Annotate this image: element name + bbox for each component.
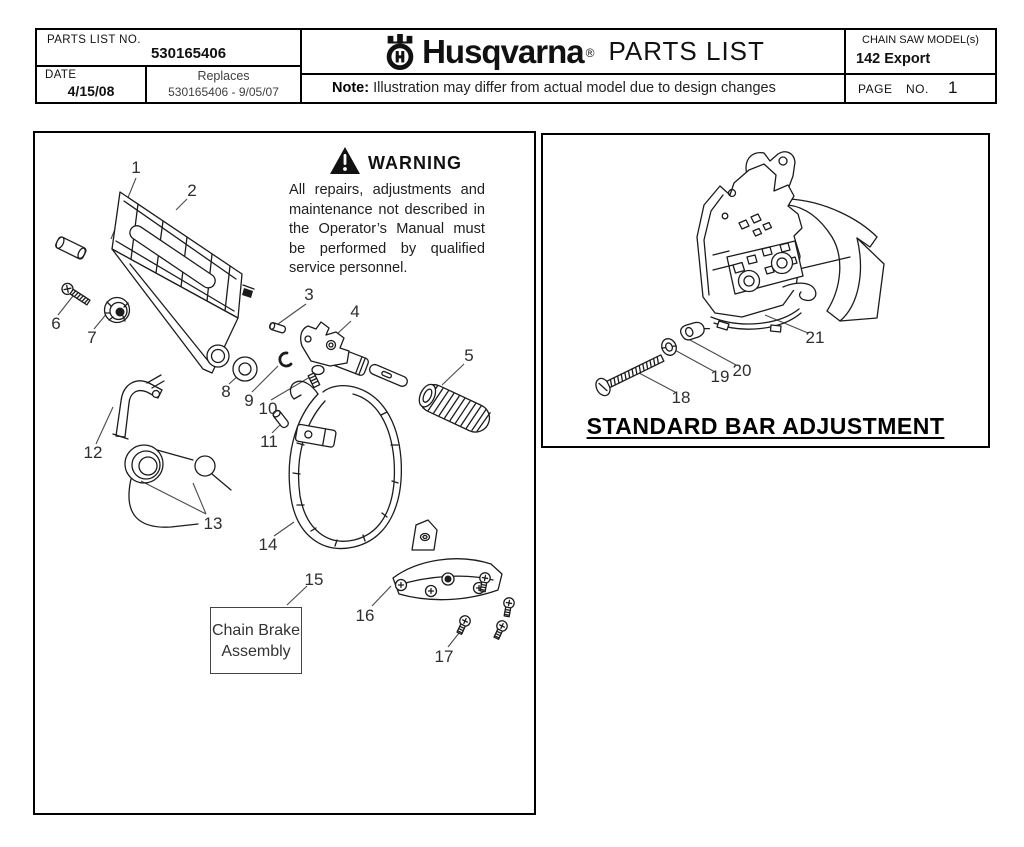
callout-5: 5 [464, 346, 474, 365]
callout-9: 9 [244, 391, 254, 410]
page-label: PAGE [858, 82, 893, 96]
registered-mark: ® [585, 45, 595, 60]
header-left-cell [37, 30, 302, 102]
callout-16: 16 [355, 606, 375, 625]
chain-brake-assembly-label-box: Chain Brake Assembly [210, 607, 302, 674]
callout-15: 15 [304, 570, 324, 589]
callout-2: 2 [187, 181, 197, 200]
warning-text: All repairs, adjustments and maintenance not described in the Operator’s Manual must be performed by qualified service personnel. [289, 182, 485, 277]
callout-19: 19 [710, 367, 730, 386]
note-text [332, 80, 776, 96]
part-5-spring [415, 380, 494, 437]
note-body: Illustration may differ from actual model due to design changes [373, 80, 776, 96]
standard-bar-adjustment-title: STANDARD BAR ADJUSTMENT [586, 413, 945, 439]
header-center-cell [302, 30, 846, 102]
part-9-e-clip [280, 353, 291, 366]
chain-brake-diagram-panel [33, 131, 536, 815]
husqvarna-crown-logo-icon [381, 33, 419, 71]
page-number: 1 [948, 78, 958, 97]
part-6-screw [60, 281, 92, 307]
date-value: 4/15/08 [67, 83, 115, 99]
date-label: DATE [45, 69, 77, 81]
callout-10: 10 [258, 399, 278, 418]
date-replaces-row [37, 67, 300, 102]
model-label: CHAIN SAW MODEL(s) [862, 34, 979, 46]
model-cell [846, 30, 995, 75]
callout-6: 6 [51, 314, 61, 333]
callout-13: 13 [203, 514, 223, 533]
callout-20: 20 [732, 361, 752, 380]
standard-bar-adjustment-panel [541, 133, 990, 448]
warning-title: WARNING [368, 153, 462, 173]
page-cell [846, 75, 995, 102]
part-19-washer [659, 336, 679, 357]
callout-4: 4 [350, 302, 360, 321]
callout-7: 7 [87, 328, 97, 347]
part-14-brake-band [289, 381, 401, 548]
callout-18: 18 [671, 388, 691, 407]
brand-row [302, 30, 844, 75]
replaces-label: Replaces [197, 69, 250, 83]
part-2-hand-guard [112, 192, 254, 373]
callout-8: 8 [221, 382, 231, 401]
note-label: Note: [332, 80, 370, 96]
replaces-value: 530165406 - 9/05/07 [168, 85, 279, 99]
warning-heading [330, 147, 489, 174]
date-cell [37, 67, 147, 102]
part-12-bracket [113, 375, 164, 439]
header-right-cell [846, 30, 995, 102]
parts-list-no-label: PARTS LIST NO. [47, 34, 141, 46]
part-20-bar-adjuster [679, 318, 711, 343]
page-no-label: NO. [906, 82, 929, 96]
document-title: PARTS LIST [608, 36, 765, 66]
callout-3: 3 [304, 285, 314, 304]
parts-list-no-value: 530165406 [150, 45, 227, 62]
replaces-cell [147, 67, 300, 102]
part-21-clutch-cover [697, 152, 884, 332]
warning-block [289, 147, 489, 279]
warning-triangle-icon [330, 147, 360, 174]
callout-21: 21 [805, 328, 825, 347]
callout-17: 17 [434, 647, 454, 666]
callout-1: 1 [131, 158, 141, 177]
parts-list-no-cell [37, 30, 300, 67]
callout-12: 12 [83, 443, 103, 462]
model-value: 142 Export [856, 51, 931, 67]
part-3-pin [269, 322, 286, 334]
callout-11: 11 [260, 432, 278, 451]
part-10-bolt [308, 366, 324, 388]
part-18-adjustment-screw [593, 350, 666, 398]
part-7-knob [105, 298, 130, 323]
part-1-pin [55, 236, 87, 260]
bar-adjustment-illustration [543, 135, 988, 446]
note-row [302, 75, 844, 102]
part-8-bushing [233, 357, 257, 381]
header-table [35, 28, 997, 104]
callout-14: 14 [258, 535, 278, 554]
brand-name: Husqvarna [422, 32, 584, 70]
